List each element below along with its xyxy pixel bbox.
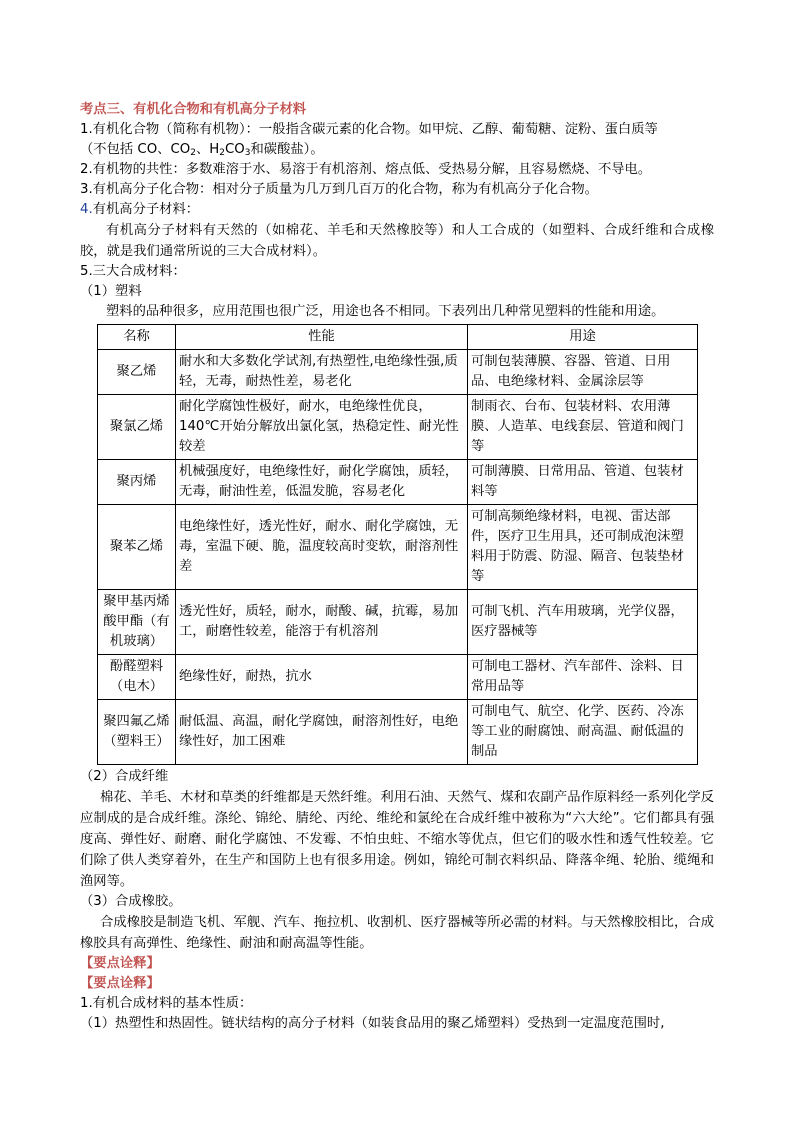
key-point-1: 1.有机合成材料的基本性质： [80,996,253,1011]
section-heading: 考点三、有机化合物和有机高分子材料 [80,102,307,117]
fiber-body [80,787,714,892]
table-row [98,590,698,655]
cell-name: 聚丙烯 [98,460,176,505]
cell-property: 耐化学腐蚀性极好，耐水，电绝缘性优良，140℃开始分解放出氯化氢，热稳定性、耐光性较差 [176,395,468,460]
rubber-body [80,912,714,954]
item-1-text-b: 、H [195,142,220,157]
co2-subscript: 2 [190,148,196,158]
table-row [98,350,698,395]
cell-use: 制雨衣、台布、包装材料、农用薄膜、人造革、电线套层、管道和阀门等 [468,395,698,460]
item-1-text-a: （不包括 CO、CO [80,142,191,157]
rubber-title: （3）合成橡胶。 [80,894,182,909]
cell-property: 耐低温、高温，耐化学腐蚀，耐溶剂性好，电绝缘性好，加工困难 [176,700,468,765]
cell-use: 可制包装薄膜、容器、管道、日用品、电绝缘材料、金属涂层等 [468,350,698,395]
cell-use: 可制飞机、汽车用玻璃，光学仪器，医疗器械等 [468,590,698,655]
item-3: 3.有机高分子化合物：相对分子质量为几万到几百万的化合物，称为有机高分子化合物。 [80,182,598,197]
plastics-title: （1）塑料 [80,284,142,299]
cell-name: 聚乙烯 [98,350,176,395]
fiber-body-text: 棉花、羊毛、木材和草类的纤维都是天然纤维。利用石油、天然气、煤和农副产品作原料经一系列化学反应制成的是合成纤维。涤纶、锦纶、腈纶、丙纶、维纶和氯纶在合成纤维中被称为“六大纶”。它们都具有强度高、弹性好、耐磨、耐化学腐蚀、不发霉、不怕虫蛀、不缩水等优点，但它们的吸水性和透气性较差。它们除了供人类穿着外，在生产和国防上也有很多用途。例如，锦纶可制衣料织品、降落伞绳、轮胎、缆绳和渔网等。 [80,790,714,889]
table-row [98,700,698,765]
item-1-line-2 [80,140,714,160]
document-page [80,100,714,1034]
cell-property: 绝缘性好，耐热，抗水 [176,655,468,700]
plastics-table [97,324,698,765]
key-point-1-sub: （1）热塑性和热固性。链状结构的高分子材料（如装食品用的聚乙烯塑料）受热到一定温度范围时, [80,1016,665,1031]
h2co3-subscript-h: 2 [219,148,225,158]
item-1-text-d: 和碳酸盐）。 [250,142,324,157]
key-point-tag-1: 【要点诠释】 [80,956,160,971]
item-4-label: 有机高分子材料： [92,202,200,217]
cell-property: 透光性好，质轻，耐水，耐酸、碱，抗霉，易加工，耐磨性较差，能溶于有机溶剂 [176,590,468,655]
table-row [98,655,698,700]
cell-property: 电绝缘性好，透光性好，耐水、耐化学腐蚀，无毒，室温下硬、脆，温度较高时变软，耐溶剂性差 [176,505,468,590]
plastics-intro: 塑料的品种很多，应用范围也很广泛，用途也各不相同。下表列出几种常见塑料的性能和用途。 [106,304,665,319]
cell-name: 酚醛塑料（电木） [98,655,176,700]
table-header-row [98,325,698,350]
cell-property: 机械强度好，电绝缘性好，耐化学腐蚀，质轻，无毒，耐油性差，低温发脆，容易老化 [176,460,468,505]
cell-name: 聚苯乙烯 [98,505,176,590]
item-4-body [80,220,714,262]
h2co3-subscript-o: 3 [244,148,251,158]
fiber-title: （2）合成纤维 [80,769,169,784]
cell-use: 可制高频绝缘材料，电视、雷达部件，医疗卫生用具，还可制成泡沫塑料用于防震、防湿、隔音、包装垫材等 [468,505,698,590]
header-use: 用途 [468,325,698,350]
cell-property: 耐水和大多数化学试剂,有热塑性,电绝缘性强,质轻，无毒，耐热性差，易老化 [176,350,468,395]
rubber-body-text: 合成橡胶是制造飞机、军舰、汽车、拖拉机、收割机、医疗器械等所必需的材料。与天然橡胶相比，合成橡胶具有高弹性、绝缘性、耐油和耐高温等性能。 [80,915,714,951]
item-4-title [80,200,714,220]
key-point-tag-2: 【要点诠释】 [80,976,160,991]
header-property: 性能 [176,325,468,350]
item-5: 5.三大合成材料： [80,264,186,279]
table-row [98,505,698,590]
item-1-text-c: CO [224,142,245,157]
cell-use: 可制电工器材、汽车部件、涂料、日常用品等 [468,655,698,700]
cell-name: 聚四氟乙烯（塑料王） [98,700,176,765]
item-2: 2.有机物的共性：多数难溶于水、易溶于有机溶剂、熔点低、受热易分解，且容易燃烧、不导电。 [80,162,652,177]
header-name: 名称 [98,325,176,350]
item-4-body-text: 有机高分子材料有天然的（如棉花、羊毛和天然橡胶等）和人工合成的（如塑料、合成纤维和合成橡胶，就是我们通常所说的三大合成材料）。 [80,223,714,259]
item-1-line-1: 1.有机化合物（简称有机物）：一般指含碳元素的化合物。如甲烷、乙醇、葡萄糖、淀粉、蛋白质等 [80,122,658,137]
table-row [98,395,698,460]
item-4-number: 4. [80,202,93,217]
table-row [98,460,698,505]
cell-name: 聚甲基丙烯酸甲酯（有机玻璃） [98,590,176,655]
cell-name: 聚氯乙烯 [98,395,176,460]
cell-use: 可制薄膜、日常用品、管道、包装材料等 [468,460,698,505]
cell-use: 可制电气、航空、化学、医药、冷冻等工业的耐腐蚀、耐高温、耐低温的制品 [468,700,698,765]
